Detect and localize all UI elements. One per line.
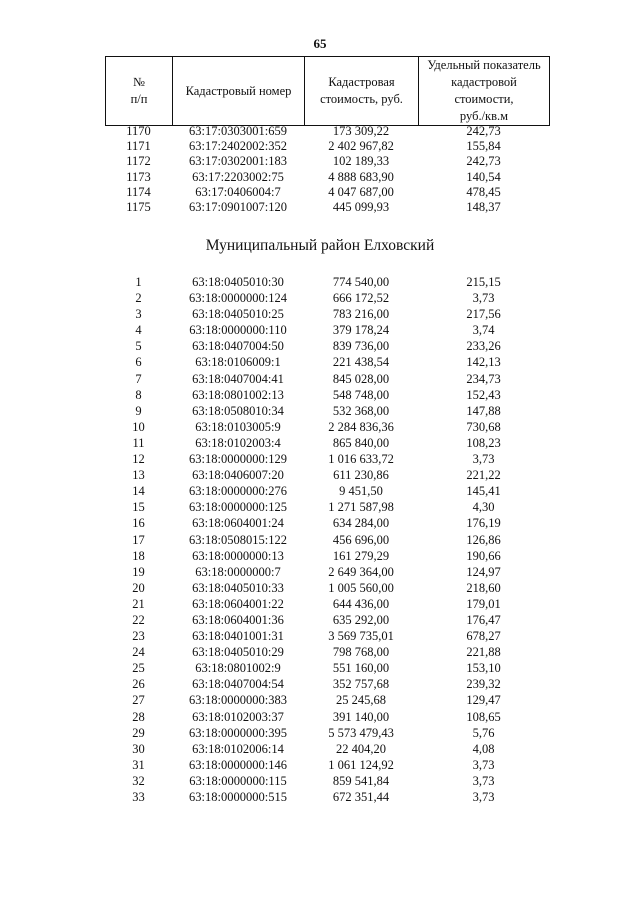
column-header-num [106,57,173,126]
row-number-cell: 24 [132,645,145,660]
cadastral-cost-cell: 845 028,00 [332,371,390,386]
table-row [105,660,549,676]
specific-indicator-cell: 3,73 [472,773,495,788]
row-number-cell: 1170 [126,124,151,138]
row-number-cell: 33 [132,790,145,804]
cadastral-number-cell: 63:18:0000000:110 [189,323,287,338]
column-header-cadastral-number [173,57,305,126]
row-number-cell: 13 [132,468,145,483]
column-header-cadastral-number-label: Кадастровый номер [185,83,292,98]
cadastral-cost-cell: 2 284 836,36 [328,419,394,434]
table-row [105,564,549,580]
table-row [105,451,549,467]
table-row [105,692,549,708]
table-body-second [105,274,549,805]
row-number-cell: 14 [132,484,145,499]
column-header-specific-indicator [419,57,550,126]
row-number-cell: 32 [132,773,145,788]
cadastral-number-cell: 63:18:0401001:31 [192,629,284,644]
table-row [105,548,549,564]
cadastral-number-cell: 63:17:0901007:120 [189,200,287,215]
specific-indicator-cell: 239,32 [466,677,501,692]
specific-indicator-cell: 176,19 [466,516,501,531]
cadastral-cost-cell: 798 768,00 [332,645,390,660]
cadastral-number-cell: 63:18:0000000:124 [189,291,287,306]
row-number-cell: 10 [132,419,145,434]
cadastral-cost-cell: 774 540,00 [332,275,390,289]
specific-indicator-cell: 3,73 [472,452,495,467]
row-number-cell: 20 [132,580,145,595]
cadastral-number-cell: 63:18:0000000:383 [189,693,287,708]
specific-indicator-cell: 4,30 [472,500,495,515]
specific-indicator-cell: 3,73 [472,291,495,306]
table-row [105,306,549,322]
cadastral-number-cell: 63:18:0405010:33 [192,580,284,595]
specific-indicator-cell: 124,97 [466,564,501,579]
specific-indicator-cell: 221,88 [466,645,501,660]
cadastral-cost-cell: 161 279,29 [332,548,390,563]
cadastral-cost-cell: 672 351,44 [332,790,390,804]
row-number-cell: 7 [135,371,142,386]
row-number-cell: 11 [132,435,145,450]
cadastral-cost-cell: 865 840,00 [332,435,390,450]
cadastral-cost-cell: 4 888 683,90 [328,169,394,184]
specific-indicator-cell: 176,47 [466,612,501,627]
cadastral-number-cell: 63:18:0000000:395 [189,725,287,740]
cadastral-cost-cell: 634 284,00 [332,516,390,531]
table-row [105,185,549,200]
table-row [105,612,549,628]
page-number: 65 [313,36,327,51]
table-row [105,483,549,499]
cadastral-cost-cell: 102 189,33 [332,154,390,169]
specific-indicator-cell: 152,43 [466,387,501,402]
table-row [105,499,549,515]
cadastral-number-cell: 63:18:0103005:9 [195,419,281,434]
table-row [105,628,549,644]
specific-indicator-cell: 153,10 [466,661,501,676]
row-number-cell: 1 [135,275,142,289]
row-number-cell: 21 [132,596,145,611]
cadastral-number-cell: 63:17:2402002:352 [189,139,287,154]
cadastral-cost-cell: 548 748,00 [332,387,390,402]
row-number-cell: 1174 [126,184,151,199]
table-row [105,170,549,185]
cadastral-number-cell: 63:18:0407004:54 [192,677,284,692]
cadastral-number-cell: 63:18:0000000:13 [192,548,284,563]
cadastral-cost-cell: 445 099,93 [332,200,390,215]
cadastral-cost-cell: 456 696,00 [332,532,390,547]
cadastral-cost-cell: 1 005 560,00 [328,580,394,595]
cadastral-cost-cell: 2 649 364,00 [328,564,394,579]
row-number-cell: 31 [132,757,145,772]
cadastral-number-cell: 63:18:0405010:25 [192,307,284,322]
cadastral-number-cell: 63:18:0406007:20 [192,468,284,483]
row-number-cell: 15 [132,500,145,515]
specific-indicator-cell: 190,66 [466,548,501,563]
table-row [105,676,549,692]
cadastral-number-cell: 63:18:0405010:30 [192,275,284,289]
specific-indicator-cell: 126,86 [466,532,501,547]
cadastral-cost-cell: 391 140,00 [332,709,390,724]
cadastral-number-cell: 63:18:0508010:34 [192,403,284,418]
cadastral-cost-cell: 551 160,00 [332,661,390,676]
table-row [105,467,549,483]
cadastral-cost-cell: 644 436,00 [332,596,390,611]
cadastral-cost-cell: 5 573 479,43 [328,725,394,740]
cadastral-cost-cell: 25 245,68 [336,693,386,708]
cadastral-number-cell: 63:17:0303001:659 [189,124,287,138]
row-number-cell: 25 [132,661,145,676]
table-row [105,757,549,773]
cadastral-number-cell: 63:18:0407004:41 [192,371,284,386]
specific-indicator-cell: 215,15 [466,275,501,289]
specific-indicator-cell: 678,27 [466,629,501,644]
table-row [105,644,549,660]
table-row [105,515,549,531]
table-row [105,290,549,306]
specific-indicator-cell: 179,01 [466,596,501,611]
cadastral-number-cell: 63:18:0405010:29 [192,645,284,660]
row-number-cell: 30 [132,741,145,756]
table-row [105,139,549,154]
specific-indicator-cell: 3,73 [472,790,495,804]
cadastral-number-cell: 63:18:0000000:7 [195,564,281,579]
cadastral-cost-cell: 1 061 124,92 [328,757,394,772]
row-number-cell: 2 [135,291,142,306]
specific-indicator-cell: 155,84 [466,139,501,154]
cadastral-number-cell: 63:18:0801002:9 [195,661,281,676]
specific-indicator-cell: 108,23 [466,435,501,450]
cadastral-cost-cell: 611 230,86 [333,468,389,483]
table-row [105,435,549,451]
cadastral-number-cell: 63:18:0000000:276 [189,484,287,499]
cadastral-cost-cell: 9 451,50 [339,484,383,499]
cadastral-number-cell: 63:18:0604001:36 [192,612,284,627]
row-number-cell: 17 [132,532,145,547]
table-row [105,725,549,741]
specific-indicator-cell: 233,26 [466,339,501,354]
cadastral-number-cell: 63:18:0000000:125 [189,500,287,515]
cadastral-cost-cell: 635 292,00 [332,612,390,627]
table-row [105,338,549,354]
specific-indicator-cell: 221,22 [466,468,501,483]
column-header-cadastral-cost-label: Кадастровая стоимость, руб. [320,75,403,106]
specific-indicator-cell: 129,47 [466,693,501,708]
specific-indicator-cell: 145,41 [466,484,501,499]
row-number-cell: 23 [132,629,145,644]
table-row [105,741,549,757]
row-number-cell: 16 [132,516,145,531]
table-row [105,532,549,548]
row-number-cell: 1175 [126,200,151,215]
row-number-cell: 8 [135,387,142,402]
cadastral-cost-cell: 859 541,84 [332,773,390,788]
row-number-cell: 1172 [126,154,151,169]
table-row [105,200,549,215]
cadastral-cost-cell: 1 016 633,72 [328,452,394,467]
row-number-cell: 3 [135,307,142,322]
cadastral-number-cell: 63:18:0102003:37 [192,709,284,724]
table-header [105,56,550,126]
specific-indicator-cell: 218,60 [466,580,501,595]
cadastral-number-cell: 63:18:0000000:115 [189,773,287,788]
row-number-cell: 22 [132,612,145,627]
row-number-cell: 1173 [126,169,151,184]
row-number-cell: 9 [135,403,142,418]
row-number-cell: 27 [132,693,145,708]
cadastral-number-cell: 63:17:2203002:75 [192,169,284,184]
row-number-cell: 19 [132,564,145,579]
cadastral-number-cell: 63:18:0508015:122 [189,532,287,547]
specific-indicator-cell: 217,56 [466,307,501,322]
cadastral-number-cell: 63:18:0604001:22 [192,596,284,611]
cadastral-number-cell: 63:18:0604001:24 [192,516,284,531]
cadastral-cost-cell: 2 402 967,82 [328,139,394,154]
cadastral-number-cell: 63:18:0000000:129 [189,452,287,467]
table-row [105,154,549,169]
cadastral-cost-cell: 1 271 587,98 [328,500,394,515]
specific-indicator-cell: 5,76 [472,725,495,740]
row-number-cell: 6 [135,355,142,370]
specific-indicator-cell: 142,13 [466,355,501,370]
table-row [105,709,549,725]
specific-indicator-cell: 234,73 [466,371,501,386]
row-number-cell: 28 [132,709,145,724]
specific-indicator-cell: 4,08 [472,741,495,756]
row-number-cell: 26 [132,677,145,692]
table-row [105,789,549,805]
specific-indicator-cell: 148,37 [466,200,501,215]
column-header-specific-indicator-label: Удельный показатель кадастровой стоимости, руб./кв.м [427,58,541,123]
cadastral-cost-cell: 783 216,00 [332,307,390,322]
cadastral-number-cell: 63:18:0102006:14 [192,741,284,756]
cadastral-cost-cell: 4 047 687,00 [328,184,394,199]
table-row [105,773,549,789]
cadastral-number-cell: 63:18:0801002:13 [192,387,284,402]
table-row [105,580,549,596]
cadastral-cost-cell: 379 178,24 [332,323,390,338]
row-number-cell: 29 [132,725,145,740]
table-row [105,596,549,612]
cadastral-cost-cell: 666 172,52 [332,291,390,306]
cadastral-cost-cell: 532 368,00 [332,403,390,418]
column-header-num-label: № п/п [130,75,148,106]
specific-indicator-cell: 147,88 [466,403,501,418]
section-title: Муниципальный район Елховский [205,237,435,254]
cadastral-cost-cell: 221 438,54 [332,355,390,370]
cadastral-number-cell: 63:18:0102003:4 [195,435,281,450]
specific-indicator-cell: 242,73 [466,124,501,138]
column-header-cadastral-cost [305,57,419,126]
table-body-first [105,124,549,215]
table-row [105,322,549,338]
specific-indicator-cell: 3,73 [472,757,495,772]
specific-indicator-cell: 3,74 [472,323,495,338]
cadastral-cost-cell: 3 569 735,01 [328,629,394,644]
table-row [105,274,549,290]
cadastral-number-cell: 63:18:0000000:146 [189,757,287,772]
cadastral-number-cell: 63:18:0000000:515 [189,790,287,804]
table-row [105,387,549,403]
row-number-cell: 1171 [126,139,151,154]
cadastral-number-cell: 63:17:0302001:183 [189,154,287,169]
row-number-cell: 5 [135,339,142,354]
specific-indicator-cell: 478,45 [466,184,501,199]
cadastral-number-cell: 63:18:0106009:1 [195,355,281,370]
specific-indicator-cell: 730,68 [466,419,501,434]
table-row [105,419,549,435]
specific-indicator-cell: 108,65 [466,709,501,724]
cadastral-cost-cell: 839 736,00 [332,339,390,354]
specific-indicator-cell: 140,54 [466,169,501,184]
cadastral-cost-cell: 352 757,68 [332,677,390,692]
table-row [105,403,549,419]
row-number-cell: 18 [132,548,145,563]
table-row [105,354,549,370]
row-number-cell: 4 [135,323,142,338]
cadastral-cost-cell: 173 309,22 [332,124,390,138]
table-row [105,124,549,139]
table-row [105,371,549,387]
specific-indicator-cell: 242,73 [466,154,501,169]
row-number-cell: 12 [132,452,145,467]
cadastral-number-cell: 63:18:0407004:50 [192,339,284,354]
cadastral-cost-cell: 22 404,20 [336,741,386,756]
cadastral-number-cell: 63:17:0406004:7 [195,184,281,199]
